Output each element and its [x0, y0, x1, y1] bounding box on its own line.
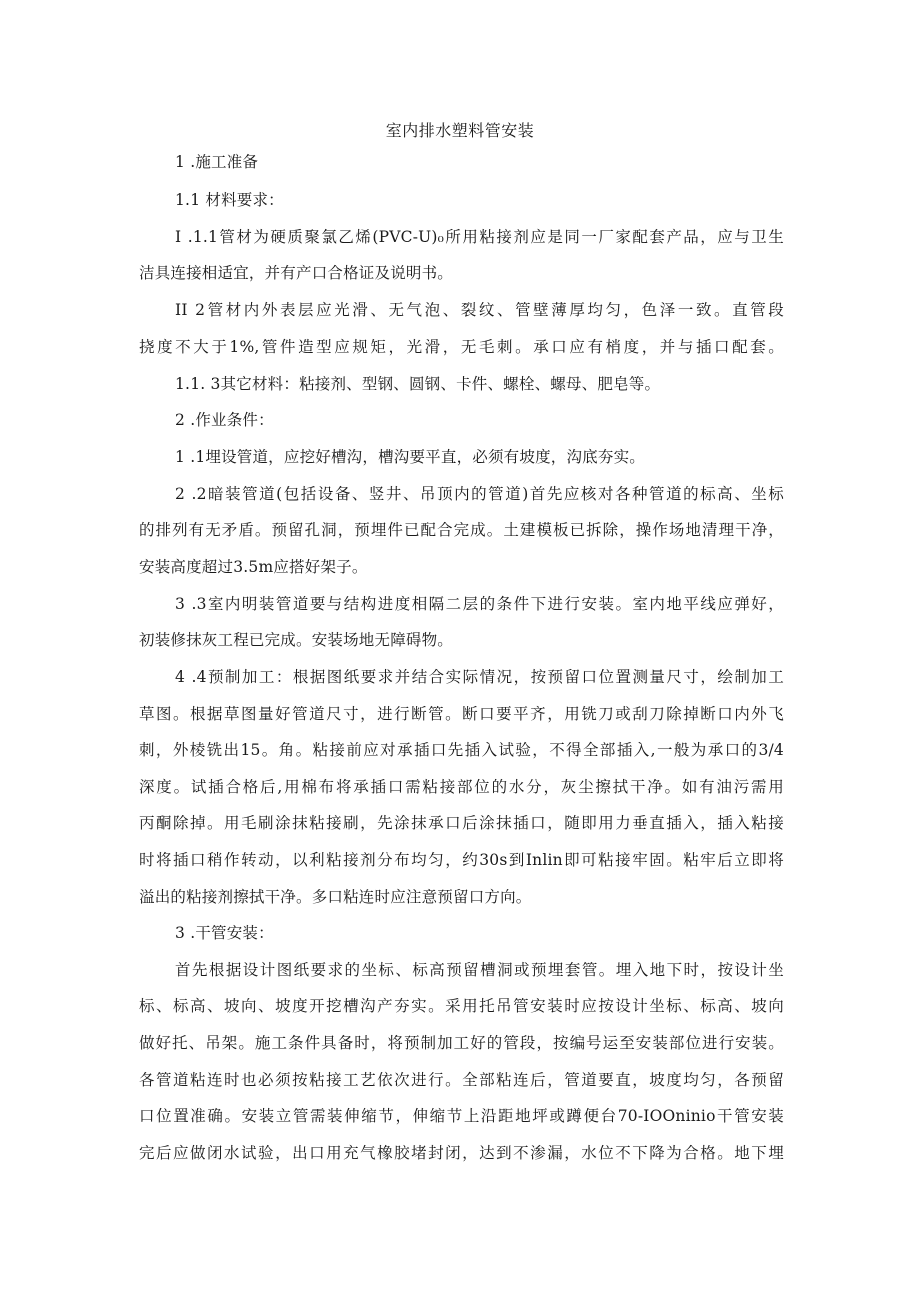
paragraph-line: 的排列有无矛盾。预留孔洞，预埋件已配合完成。土建模板已拆除，操作场地清理干净， — [139, 521, 784, 539]
paragraph-line: 做好托、吊架。施工条件具备时，将预制加工好的管段，按编号运至安装部位进行安装。 — [139, 1034, 784, 1052]
paragraph-line: 丙酮除掉。用毛刷涂抹粘接刷，先涂抹承口后涂抹插口，随即用力垂直插入，插入粘接 — [139, 814, 784, 832]
section-heading-3: 3 .干管安装： — [175, 924, 274, 942]
paragraph-line: 2 .2暗装管道(包括设备、竖井、吊顶内的管道)首先应核对各种管道的标高、坐标 — [175, 485, 784, 503]
paragraph-line: 时将插口稍作转动，以利粘接剂分布均匀，约30s到Inlin即可粘接牢固。粘牢后立即将 — [139, 851, 784, 869]
paragraph-line: 深度。试插合格后,用棉布将承插口需粘接部位的水分，灰尘擦拭干净。如有油污需用 — [139, 778, 784, 796]
paragraph-line: 口位置准确。安装立管需装伸缩节，伸缩节上沿距地坪或蹲便台70-IOOninio干管安装 — [139, 1107, 784, 1125]
paragraph-line: 3 .3室内明装管道要与结构进度相隔二层的条件下进行安装。室内地平线应弹好， — [175, 595, 784, 613]
subsection-heading-1-1: 1.1 材料要求： — [175, 191, 284, 209]
paragraph-line: 首先根据设计图纸要求的坐标、标高预留槽洞或预埋套管。埋入地下时，按设计坐 — [175, 961, 784, 979]
paragraph-line: 草图。根据草图量好管道尺寸，进行断管。断口要平齐，用铣刀或刮刀除掉断口内外飞 — [139, 705, 784, 723]
paragraph-line: 挠度不大于1%,管件造型应规矩，光滑，无毛刺。承口应有梢度，并与插口配套。 — [139, 338, 784, 356]
paragraph-line: 溢出的粘接剂擦拭干净。多口粘连时应注意预留口方向。 — [139, 888, 532, 906]
section-heading-1: 1 .施工准备 — [175, 153, 259, 171]
paragraph-line: 4 .4预制加工：根据图纸要求并结合实际情况，按预留口位置测量尺寸，绘制加工 — [175, 668, 784, 686]
paragraph-line: I .1.1管材为硬质聚氯乙烯(PVC-U)₀所用粘接剂应是同一厂家配套产品，应与卫生 — [175, 228, 784, 246]
paragraph-line: 1.1. 3其它材料：粘接剂、型钢、圆钢、卡件、螺栓、螺母、肥皂等。 — [175, 375, 661, 393]
paragraph-line: 标、标高、坡向、坡度开挖槽沟产夯实。采用托吊管安装时应按设计坐标、标高、坡向 — [139, 997, 784, 1015]
paragraph-line: 完后应做闭水试验，出口用充气橡胶堵封闭，达到不渗漏，水位不下降为合格。地下埋 — [139, 1144, 784, 1162]
paragraph-line: 安装高度超过3.5m应搭好架子。 — [139, 558, 368, 576]
paragraph-line: 刺，外棱铣出15。角。粘接前应对承插口先插入试验，不得全部插入,一般为承口的3/4 — [139, 741, 784, 759]
paragraph-line: 洁具连接相适宜，并有产口合格证及说明书。 — [139, 264, 454, 282]
paragraph-line: 各管道粘连时也必须按粘接工艺依次进行。全部粘连后，管道要直，坡度均匀，各预留 — [139, 1071, 784, 1089]
paragraph-line: 1 .1埋设管道，应挖好槽沟，槽沟要平直，必须有坡度，沟底夯实。 — [175, 448, 645, 466]
paragraph-line: II 2管材内外表层应光滑、无气泡、裂纹、管壁薄厚均匀，色泽一致。直管段 — [175, 301, 784, 319]
paragraph-line: 初装修抹灰工程已完成。安装场地无障碍物。 — [139, 631, 454, 649]
section-heading-2: 2 .作业条件： — [175, 411, 274, 429]
document-title: 室内排水塑料管安装 — [385, 121, 535, 140]
